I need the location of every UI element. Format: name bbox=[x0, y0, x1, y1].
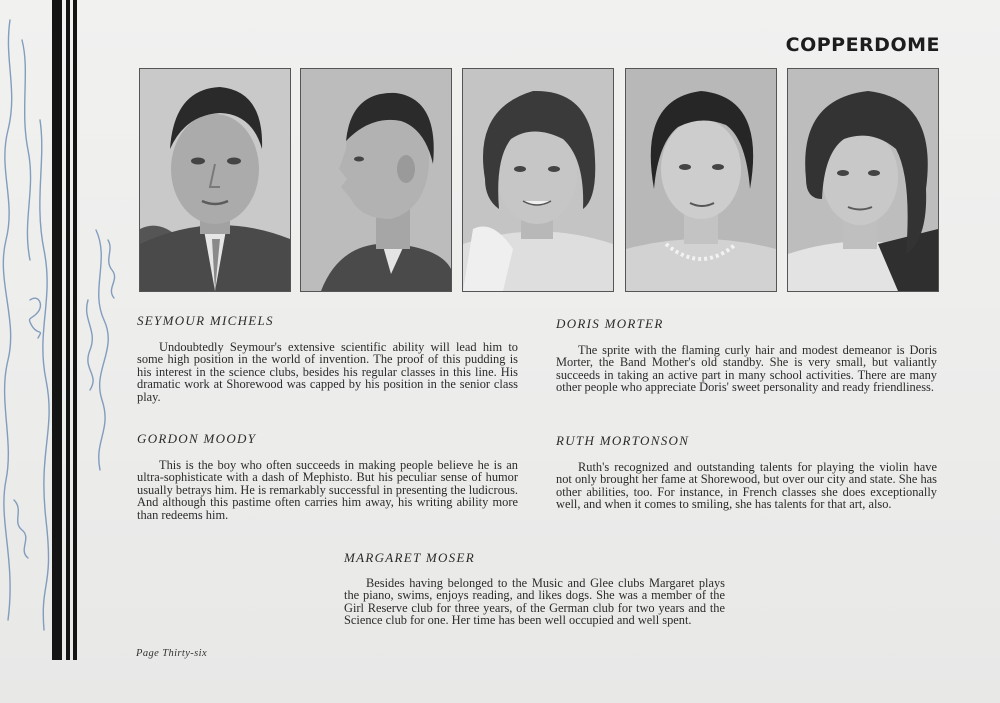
vertical-rule-thin bbox=[73, 0, 77, 660]
vertical-rule-thick bbox=[52, 0, 62, 660]
entry-text-seymour: Undoubtedly Seymour's extensive scientific ability will lead him to some high position in the world of invention. The proof of this pudding is his interest in the science clubs, besides his regular classes in this line. His dramatic work at Shorewood was capped by his position in the senior class play. bbox=[137, 340, 518, 404]
page-number: Page Thirty-six bbox=[136, 648, 208, 659]
handwritten-signature bbox=[0, 0, 130, 660]
entry-name-margaret: MARGARET MOSER bbox=[344, 550, 475, 565]
entry-text-ruth: Ruth's recognized and outstanding talents for playing the violin have not only brought her fame at Shorewood, but over our city and state. She has other abilities, too. For instance, in French classes she does exceptionally well, and when it comes to smiling, she has talents for that art, also. bbox=[556, 460, 937, 512]
entry-name-doris: DORIS MORTER bbox=[556, 316, 664, 331]
photo-margaret-moser bbox=[787, 68, 939, 292]
yearbook-title: COPPERDOME bbox=[785, 34, 940, 56]
photo-ruth-mortonson bbox=[625, 68, 777, 292]
vertical-rule-thin bbox=[66, 0, 70, 660]
entry-name-ruth: RUTH MORTONSON bbox=[556, 433, 690, 448]
entry-text-gordon: This is the boy who often succeeds in making people believe he is an ultra-sophisticate with a dash of Mephisto. But his peculiar sense of humor usually betrays him. He is remarkably successful in presenting the ludicrous. And although this pastime often carries him away, his writing ability more than redeems him. bbox=[137, 458, 518, 522]
photo-seymour-michels bbox=[139, 68, 291, 292]
photo-gordon-moody bbox=[300, 68, 452, 292]
entry-text-doris: The sprite with the flaming curly hair and modest demeanor is Doris Morter, the Band Mother's old standby. She is very small, but valiantly succeeds in taking an active part in many school activities. There are many other people who appreciate Doris' sweet personality and ready friendliness. bbox=[556, 343, 937, 395]
photo-doris-morter bbox=[462, 68, 614, 292]
entry-text-margaret: Besides having belonged to the Music and Glee clubs Margaret plays the piano, swims, enjoys reading, and likes dogs. She was a member of the Girl Reserve club for three years, of the German club for two years and the Science club for one. Her time has been well occupied and well spent. bbox=[344, 576, 725, 628]
entry-name-seymour: SEYMOUR MICHELS bbox=[137, 313, 274, 328]
entry-name-gordon: GORDON MOODY bbox=[137, 431, 257, 446]
